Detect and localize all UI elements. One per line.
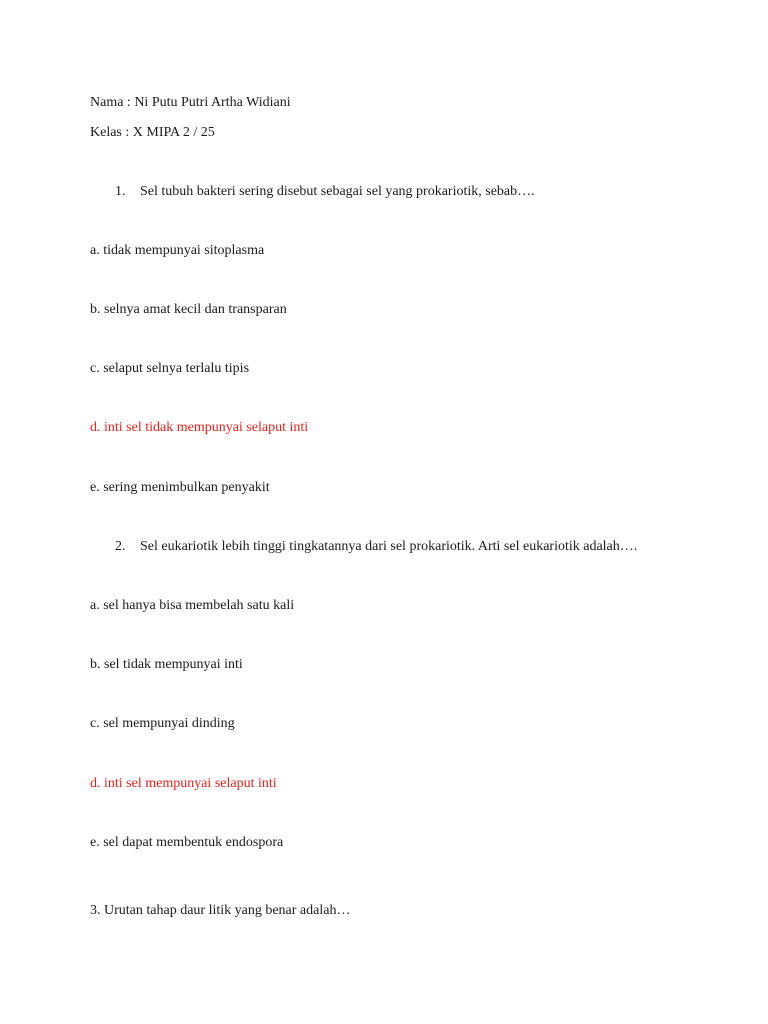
option-2a: a. sel hanya bisa membelah satu kali bbox=[90, 598, 295, 613]
option-2b: b. sel tidak mempunyai inti bbox=[90, 657, 243, 672]
option-2d-correct: d. inti sel mempunyai selaput inti bbox=[90, 776, 277, 791]
option-1c: c. selaput selnya terlalu tipis bbox=[90, 361, 250, 376]
student-class: Kelas : X MIPA 2 / 25 bbox=[90, 125, 215, 140]
option-1d-correct: d. inti sel tidak mempunyai selaput inti bbox=[90, 420, 309, 435]
question-text: Sel tubuh bakteri sering disebut sebagai sel yang prokariotik, sebab…. bbox=[140, 184, 535, 199]
option-2e: e. sel dapat membentuk endospora bbox=[90, 835, 284, 850]
option-1b: b. selnya amat kecil dan transparan bbox=[90, 302, 287, 317]
question-number: 2. bbox=[115, 539, 126, 554]
question-number: 1. bbox=[115, 184, 126, 199]
student-name: Nama : Ni Putu Putri Artha Widiani bbox=[90, 95, 291, 110]
option-1a: a. tidak mempunyai sitoplasma bbox=[90, 243, 265, 258]
question-text: Sel eukariotik lebih tinggi tingkatannya dari sel prokariotik. Arti sel eukariotik adalah…. bbox=[140, 539, 638, 554]
option-2c: c. sel mempunyai dinding bbox=[90, 716, 235, 731]
option-1e: e. sering menimbulkan penyakit bbox=[90, 480, 270, 495]
question-1 bbox=[115, 183, 535, 201]
question-3: 3. Urutan tahap daur litik yang benar adalah… bbox=[90, 903, 351, 918]
question-2 bbox=[115, 538, 637, 556]
